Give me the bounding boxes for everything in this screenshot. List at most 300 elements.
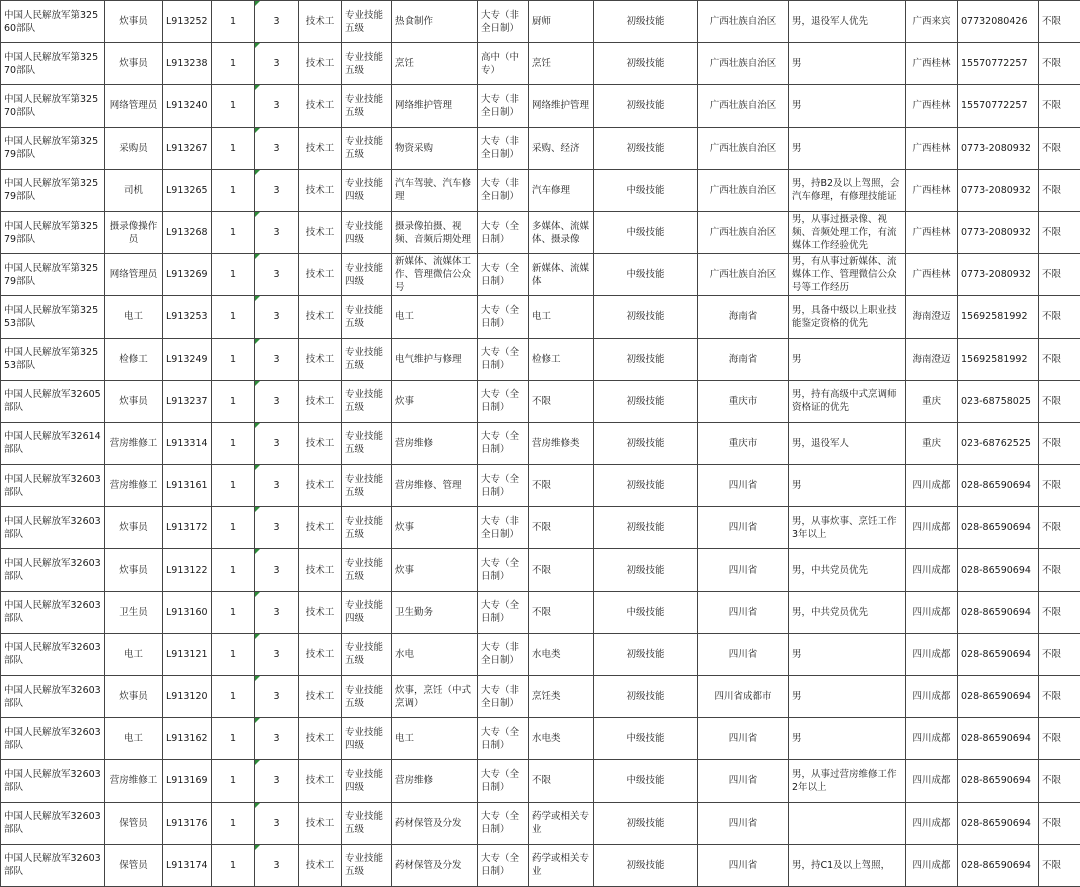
cell-education: 大专（全日制） <box>478 296 529 338</box>
cell-other-req: 男 <box>789 718 906 760</box>
cell-position: 炊事员 <box>105 1 163 43</box>
table-row <box>1 43 1080 85</box>
cell-phone: 15570772257 <box>958 85 1039 127</box>
cell-origin: 四川省 <box>698 802 789 844</box>
cell-category: 技术工 <box>299 43 342 85</box>
cell-other-req: 男 <box>789 338 906 380</box>
cell-exam-ratio: 3 <box>255 169 299 211</box>
cell-location: 广西桂林 <box>906 85 958 127</box>
cell-education: 大专（全日制） <box>478 591 529 633</box>
cell-other-req: 男 <box>789 465 906 507</box>
table-row <box>1 296 1080 338</box>
cell-skill-level: 初级技能 <box>594 844 698 886</box>
cell-category: 技术工 <box>299 169 342 211</box>
cell-position-code: L913267 <box>163 127 212 169</box>
cell-remark: 不限 <box>1039 507 1080 549</box>
cell-major: 采购、经济 <box>529 127 594 169</box>
cell-remark: 不限 <box>1039 296 1080 338</box>
cell-category: 技术工 <box>299 844 342 886</box>
table-row <box>1 676 1080 718</box>
cell-origin: 重庆市 <box>698 422 789 464</box>
cell-skill-level: 中级技能 <box>594 591 698 633</box>
cell-origin: 四川省 <box>698 844 789 886</box>
cell-hiring-count: 1 <box>212 676 255 718</box>
cell-education: 大专（全日制） <box>478 718 529 760</box>
cell-position-code: L913314 <box>163 422 212 464</box>
cell-skill-level: 初级技能 <box>594 43 698 85</box>
cell-other-req: 男，从事炊事、烹饪工作3年以上 <box>789 507 906 549</box>
cell-position-code: L913237 <box>163 380 212 422</box>
cell-duty: 炊事 <box>392 380 478 422</box>
cell-duty: 汽车驾驶、汽车修理 <box>392 169 478 211</box>
cell-grade: 专业技能五级 <box>342 802 392 844</box>
cell-education: 大专（全日制） <box>478 422 529 464</box>
cell-origin: 四川省成都市 <box>698 676 789 718</box>
cell-phone: 023-68758025 <box>958 380 1039 422</box>
cell-duty: 电气维护与修理 <box>392 338 478 380</box>
cell-position: 保管员 <box>105 844 163 886</box>
cell-education: 大专（全日制） <box>478 760 529 802</box>
cell-location: 广西桂林 <box>906 211 958 253</box>
cell-position-code: L913169 <box>163 760 212 802</box>
cell-other-req: 男 <box>789 127 906 169</box>
cell-grade: 专业技能五级 <box>342 465 392 507</box>
cell-skill-level: 初级技能 <box>594 380 698 422</box>
cell-major: 不限 <box>529 507 594 549</box>
table-row <box>1 169 1080 211</box>
cell-position: 营房维修工 <box>105 422 163 464</box>
cell-origin: 四川省 <box>698 718 789 760</box>
cell-hiring-count: 1 <box>212 591 255 633</box>
cell-position-code: L913176 <box>163 802 212 844</box>
cell-category: 技术工 <box>299 802 342 844</box>
cell-education: 大专（非全日制） <box>478 507 529 549</box>
cell-exam-ratio: 3 <box>255 85 299 127</box>
cell-origin: 四川省 <box>698 549 789 591</box>
cell-exam-ratio: 3 <box>255 380 299 422</box>
table-row <box>1 338 1080 380</box>
cell-phone: 028-86590694 <box>958 802 1039 844</box>
cell-location: 广西桂林 <box>906 254 958 296</box>
cell-unit: 中国人民解放军32603部队 <box>1 633 105 675</box>
cell-grade: 专业技能五级 <box>342 43 392 85</box>
cell-skill-level: 初级技能 <box>594 507 698 549</box>
cell-major: 网络维护管理 <box>529 85 594 127</box>
cell-location: 四川成都 <box>906 549 958 591</box>
cell-grade: 专业技能五级 <box>342 844 392 886</box>
cell-origin: 四川省 <box>698 760 789 802</box>
cell-position-code: L913240 <box>163 85 212 127</box>
cell-exam-ratio: 3 <box>255 676 299 718</box>
cell-other-req: 男，退役军人优先 <box>789 1 906 43</box>
cell-education: 大专（全日制） <box>478 802 529 844</box>
cell-remark: 不限 <box>1039 718 1080 760</box>
cell-position: 炊事员 <box>105 676 163 718</box>
cell-grade: 专业技能五级 <box>342 549 392 591</box>
cell-position: 采购员 <box>105 127 163 169</box>
cell-hiring-count: 1 <box>212 760 255 802</box>
cell-education: 大专（非全日制） <box>478 676 529 718</box>
table-row <box>1 127 1080 169</box>
cell-location: 广西桂林 <box>906 43 958 85</box>
cell-category: 技术工 <box>299 296 342 338</box>
cell-position-code: L913172 <box>163 507 212 549</box>
cell-phone: 15692581992 <box>958 338 1039 380</box>
cell-location: 广西桂林 <box>906 169 958 211</box>
cell-grade: 专业技能四级 <box>342 254 392 296</box>
cell-unit: 中国人民解放军32603部队 <box>1 718 105 760</box>
cell-location: 四川成都 <box>906 465 958 507</box>
cell-origin: 四川省 <box>698 591 789 633</box>
cell-hiring-count: 1 <box>212 633 255 675</box>
cell-category: 技术工 <box>299 1 342 43</box>
cell-remark: 不限 <box>1039 43 1080 85</box>
cell-hiring-count: 1 <box>212 211 255 253</box>
cell-unit: 中国人民解放军32603部队 <box>1 465 105 507</box>
cell-education: 大专（全日制） <box>478 380 529 422</box>
cell-position: 营房维修工 <box>105 465 163 507</box>
cell-position-code: L913174 <box>163 844 212 886</box>
cell-position: 司机 <box>105 169 163 211</box>
cell-unit: 中国人民解放军第32553部队 <box>1 296 105 338</box>
cell-category: 技术工 <box>299 676 342 718</box>
cell-position-code: L913269 <box>163 254 212 296</box>
table-row <box>1 85 1080 127</box>
cell-category: 技术工 <box>299 85 342 127</box>
cell-location: 海南澄迈 <box>906 296 958 338</box>
cell-position-code: L913265 <box>163 169 212 211</box>
cell-category: 技术工 <box>299 591 342 633</box>
cell-major: 烹饪类 <box>529 676 594 718</box>
cell-remark: 不限 <box>1039 338 1080 380</box>
table-row <box>1 718 1080 760</box>
cell-phone: 0773-2080932 <box>958 254 1039 296</box>
cell-education: 大专（非全日制） <box>478 169 529 211</box>
cell-category: 技术工 <box>299 760 342 802</box>
cell-duty: 网络维护管理 <box>392 85 478 127</box>
cell-major: 药学或相关专业 <box>529 844 594 886</box>
cell-education: 大专（非全日制） <box>478 1 529 43</box>
cell-position-code: L913161 <box>163 465 212 507</box>
cell-origin: 四川省 <box>698 633 789 675</box>
cell-education: 大专（全日制） <box>478 465 529 507</box>
cell-position-code: L913121 <box>163 633 212 675</box>
cell-remark: 不限 <box>1039 211 1080 253</box>
cell-position: 炊事员 <box>105 380 163 422</box>
cell-other-req: 男，从事过营房维修工作2年以上 <box>789 760 906 802</box>
cell-unit: 中国人民解放军32603部队 <box>1 760 105 802</box>
cell-position: 电工 <box>105 718 163 760</box>
cell-exam-ratio: 3 <box>255 211 299 253</box>
cell-hiring-count: 1 <box>212 549 255 591</box>
cell-location: 四川成都 <box>906 718 958 760</box>
cell-phone: 0773-2080932 <box>958 127 1039 169</box>
cell-duty: 炊事，烹饪（中式烹调） <box>392 676 478 718</box>
cell-exam-ratio: 3 <box>255 844 299 886</box>
cell-education: 大专（非全日制） <box>478 85 529 127</box>
cell-exam-ratio: 3 <box>255 507 299 549</box>
cell-education: 大专（全日制） <box>478 549 529 591</box>
cell-category: 技术工 <box>299 507 342 549</box>
cell-unit: 中国人民解放军第32579部队 <box>1 169 105 211</box>
cell-unit: 中国人民解放军32603部队 <box>1 591 105 633</box>
cell-phone: 0773-2080932 <box>958 211 1039 253</box>
cell-remark: 不限 <box>1039 380 1080 422</box>
cell-remark: 不限 <box>1039 127 1080 169</box>
cell-grade: 专业技能五级 <box>342 633 392 675</box>
cell-position-code: L913249 <box>163 338 212 380</box>
cell-unit: 中国人民解放军32605部队 <box>1 380 105 422</box>
cell-grade: 专业技能四级 <box>342 760 392 802</box>
cell-duty: 炊事 <box>392 549 478 591</box>
cell-category: 技术工 <box>299 422 342 464</box>
cell-location: 四川成都 <box>906 760 958 802</box>
cell-education: 高中（中专） <box>478 43 529 85</box>
cell-origin: 广西壮族自治区 <box>698 169 789 211</box>
cell-major: 多媒体、流媒体、摄录像 <box>529 211 594 253</box>
cell-education: 大专（全日制） <box>478 338 529 380</box>
cell-skill-level: 初级技能 <box>594 549 698 591</box>
cell-hiring-count: 1 <box>212 844 255 886</box>
cell-phone: 028-86590694 <box>958 465 1039 507</box>
table-row <box>1 254 1080 296</box>
cell-unit: 中国人民解放军第32560部队 <box>1 1 105 43</box>
cell-remark: 不限 <box>1039 633 1080 675</box>
cell-duty: 物资采购 <box>392 127 478 169</box>
table-row <box>1 549 1080 591</box>
cell-duty: 营房维修 <box>392 422 478 464</box>
cell-phone: 028-86590694 <box>958 844 1039 886</box>
cell-major: 水电类 <box>529 633 594 675</box>
cell-major: 新媒体、流媒体 <box>529 254 594 296</box>
cell-other-req: 男 <box>789 633 906 675</box>
cell-major: 检修工 <box>529 338 594 380</box>
cell-education: 大专（全日制） <box>478 211 529 253</box>
cell-major: 不限 <box>529 760 594 802</box>
cell-exam-ratio: 3 <box>255 127 299 169</box>
cell-remark: 不限 <box>1039 465 1080 507</box>
cell-other-req: 男，中共党员优先 <box>789 549 906 591</box>
cell-unit: 中国人民解放军32603部队 <box>1 549 105 591</box>
cell-position: 营房维修工 <box>105 760 163 802</box>
cell-hiring-count: 1 <box>212 507 255 549</box>
cell-category: 技术工 <box>299 633 342 675</box>
cell-category: 技术工 <box>299 127 342 169</box>
cell-grade: 专业技能五级 <box>342 676 392 718</box>
cell-unit: 中国人民解放军第32579部队 <box>1 211 105 253</box>
cell-other-req: 男，从事过摄录像、视频、音频处理工作，有流媒体工作经验优先 <box>789 211 906 253</box>
cell-duty: 摄录像拍摄、视频、音频后期处理 <box>392 211 478 253</box>
cell-grade: 专业技能五级 <box>342 296 392 338</box>
cell-location: 重庆 <box>906 422 958 464</box>
table-row <box>1 633 1080 675</box>
cell-remark: 不限 <box>1039 802 1080 844</box>
cell-major: 汽车修理 <box>529 169 594 211</box>
cell-other-req: 男，持有高级中式烹调师资格证的优先 <box>789 380 906 422</box>
table-row <box>1 507 1080 549</box>
cell-exam-ratio: 3 <box>255 296 299 338</box>
cell-skill-level: 初级技能 <box>594 633 698 675</box>
cell-duty: 营房维修、管理 <box>392 465 478 507</box>
table-row <box>1 844 1080 886</box>
cell-duty: 新媒体、流媒体工作、管理微信公众号 <box>392 254 478 296</box>
cell-origin: 广西壮族自治区 <box>698 211 789 253</box>
cell-remark: 不限 <box>1039 676 1080 718</box>
cell-skill-level: 中级技能 <box>594 760 698 802</box>
cell-major: 不限 <box>529 380 594 422</box>
cell-phone: 0773-2080932 <box>958 169 1039 211</box>
cell-location: 重庆 <box>906 380 958 422</box>
cell-location: 海南澄迈 <box>906 338 958 380</box>
cell-hiring-count: 1 <box>212 802 255 844</box>
cell-phone: 028-86590694 <box>958 549 1039 591</box>
cell-duty: 电工 <box>392 718 478 760</box>
cell-category: 技术工 <box>299 254 342 296</box>
cell-phone: 028-86590694 <box>958 760 1039 802</box>
cell-position: 网络管理员 <box>105 254 163 296</box>
cell-unit: 中国人民解放军第32570部队 <box>1 85 105 127</box>
cell-unit: 中国人民解放军第32570部队 <box>1 43 105 85</box>
cell-position-code: L913268 <box>163 211 212 253</box>
cell-skill-level: 初级技能 <box>594 465 698 507</box>
cell-education: 大专（全日制） <box>478 254 529 296</box>
cell-exam-ratio: 3 <box>255 549 299 591</box>
cell-other-req: 男，具备中级以上职业技能鉴定资格的优先 <box>789 296 906 338</box>
cell-hiring-count: 1 <box>212 43 255 85</box>
cell-grade: 专业技能五级 <box>342 1 392 43</box>
cell-remark: 不限 <box>1039 254 1080 296</box>
cell-hiring-count: 1 <box>212 127 255 169</box>
cell-other-req: 男，有从事过新媒体、流媒体工作、管理微信公众号等工作经历 <box>789 254 906 296</box>
table-body <box>1 1 1080 887</box>
cell-hiring-count: 1 <box>212 338 255 380</box>
cell-position: 检修工 <box>105 338 163 380</box>
cell-skill-level: 初级技能 <box>594 1 698 43</box>
cell-position-code: L913122 <box>163 549 212 591</box>
cell-position-code: L913160 <box>163 591 212 633</box>
cell-phone: 07732080426 <box>958 1 1039 43</box>
cell-position-code: L913162 <box>163 718 212 760</box>
cell-duty: 电工 <box>392 296 478 338</box>
cell-phone: 15692581992 <box>958 296 1039 338</box>
cell-duty: 药材保管及分发 <box>392 844 478 886</box>
cell-major: 水电类 <box>529 718 594 760</box>
cell-education: 大专（全日制） <box>478 844 529 886</box>
cell-origin: 四川省 <box>698 465 789 507</box>
cell-position-code: L913120 <box>163 676 212 718</box>
cell-position: 摄录像操作员 <box>105 211 163 253</box>
cell-skill-level: 初级技能 <box>594 127 698 169</box>
cell-location: 四川成都 <box>906 507 958 549</box>
table-row <box>1 591 1080 633</box>
cell-other-req: 男，持C1及以上驾照， <box>789 844 906 886</box>
cell-duty: 炊事 <box>392 507 478 549</box>
cell-grade: 专业技能五级 <box>342 127 392 169</box>
cell-skill-level: 初级技能 <box>594 338 698 380</box>
cell-hiring-count: 1 <box>212 718 255 760</box>
cell-origin: 海南省 <box>698 338 789 380</box>
table-row <box>1 380 1080 422</box>
cell-unit: 中国人民解放军32603部队 <box>1 676 105 718</box>
cell-exam-ratio: 3 <box>255 1 299 43</box>
cell-position-code: L913252 <box>163 1 212 43</box>
cell-exam-ratio: 3 <box>255 760 299 802</box>
cell-phone: 028-86590694 <box>958 676 1039 718</box>
cell-location: 广西来宾 <box>906 1 958 43</box>
cell-location: 四川成都 <box>906 633 958 675</box>
cell-origin: 广西壮族自治区 <box>698 254 789 296</box>
cell-unit: 中国人民解放军32614部队 <box>1 422 105 464</box>
cell-exam-ratio: 3 <box>255 718 299 760</box>
cell-exam-ratio: 3 <box>255 465 299 507</box>
cell-category: 技术工 <box>299 549 342 591</box>
cell-phone: 028-86590694 <box>958 718 1039 760</box>
cell-phone: 023-68762525 <box>958 422 1039 464</box>
cell-position: 电工 <box>105 296 163 338</box>
cell-skill-level: 初级技能 <box>594 296 698 338</box>
cell-skill-level: 中级技能 <box>594 169 698 211</box>
cell-exam-ratio: 3 <box>255 591 299 633</box>
cell-remark: 不限 <box>1039 549 1080 591</box>
cell-skill-level: 中级技能 <box>594 718 698 760</box>
cell-remark: 不限 <box>1039 1 1080 43</box>
cell-position: 炊事员 <box>105 549 163 591</box>
cell-grade: 专业技能四级 <box>342 169 392 211</box>
cell-remark: 不限 <box>1039 591 1080 633</box>
cell-major: 厨师 <box>529 1 594 43</box>
cell-other-req: 男 <box>789 43 906 85</box>
cell-education: 大专（非全日制） <box>478 633 529 675</box>
cell-origin: 重庆市 <box>698 380 789 422</box>
cell-skill-level: 初级技能 <box>594 802 698 844</box>
cell-major: 不限 <box>529 465 594 507</box>
cell-phone: 15570772257 <box>958 43 1039 85</box>
cell-other-req <box>789 802 906 844</box>
cell-position: 网络管理员 <box>105 85 163 127</box>
cell-location: 四川成都 <box>906 591 958 633</box>
cell-category: 技术工 <box>299 338 342 380</box>
cell-position-code: L913238 <box>163 43 212 85</box>
cell-duty: 药材保管及分发 <box>392 802 478 844</box>
cell-position: 炊事员 <box>105 507 163 549</box>
cell-duty: 卫生勤务 <box>392 591 478 633</box>
cell-skill-level: 初级技能 <box>594 85 698 127</box>
cell-exam-ratio: 3 <box>255 338 299 380</box>
cell-position: 保管员 <box>105 802 163 844</box>
cell-education: 大专（非全日制） <box>478 127 529 169</box>
cell-remark: 不限 <box>1039 844 1080 886</box>
cell-position: 电工 <box>105 633 163 675</box>
cell-other-req: 男 <box>789 85 906 127</box>
cell-unit: 中国人民解放军32603部队 <box>1 844 105 886</box>
cell-remark: 不限 <box>1039 422 1080 464</box>
cell-skill-level: 中级技能 <box>594 254 698 296</box>
cell-skill-level: 初级技能 <box>594 676 698 718</box>
cell-exam-ratio: 3 <box>255 254 299 296</box>
cell-duty: 烹饪 <box>392 43 478 85</box>
cell-grade: 专业技能四级 <box>342 211 392 253</box>
table-row <box>1 465 1080 507</box>
cell-grade: 专业技能五级 <box>342 507 392 549</box>
cell-position: 炊事员 <box>105 43 163 85</box>
cell-unit: 中国人民解放军第32553部队 <box>1 338 105 380</box>
cell-hiring-count: 1 <box>212 85 255 127</box>
table-row <box>1 211 1080 253</box>
cell-position-code: L913253 <box>163 296 212 338</box>
cell-hiring-count: 1 <box>212 465 255 507</box>
cell-phone: 028-86590694 <box>958 507 1039 549</box>
cell-phone: 028-86590694 <box>958 633 1039 675</box>
